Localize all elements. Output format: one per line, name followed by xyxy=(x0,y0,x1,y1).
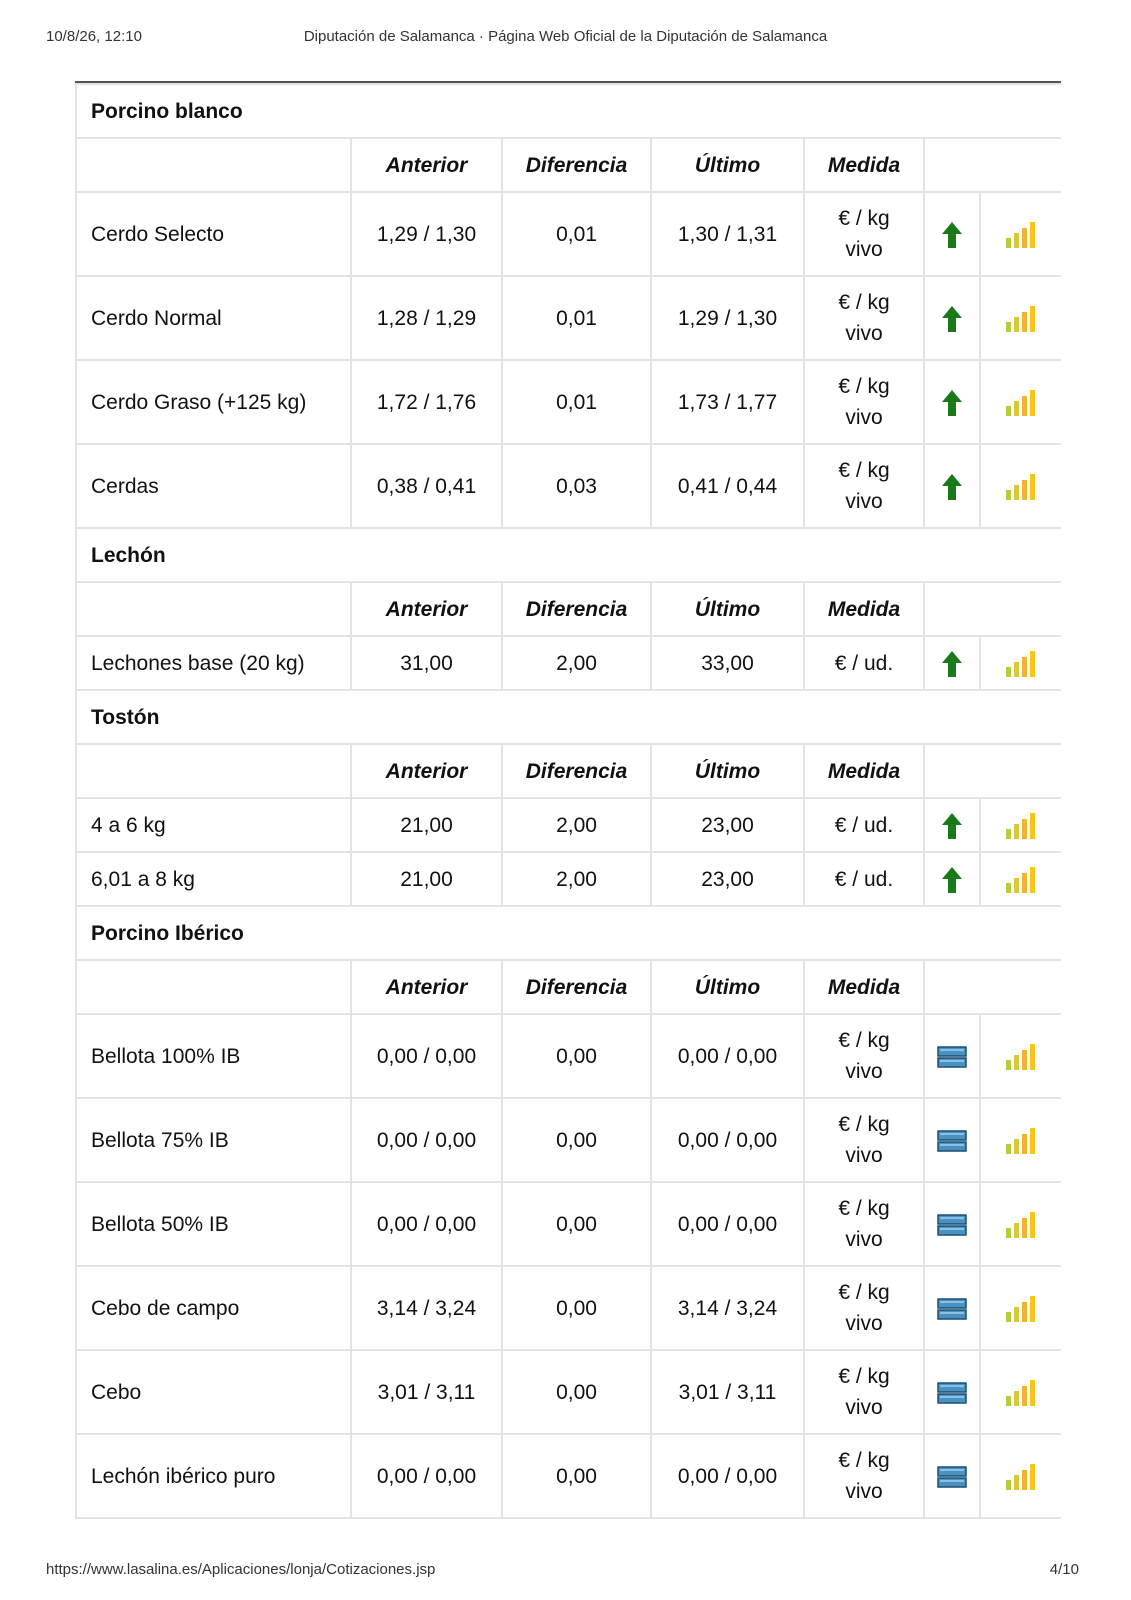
unit-label: € / kg xyxy=(838,375,890,398)
table-row xyxy=(76,1350,1061,1434)
bar-chart-icon[interactable] xyxy=(1005,1379,1037,1407)
column-header-medida: Medida xyxy=(804,138,924,192)
unit-label: € / kg xyxy=(838,1365,890,1388)
column-header-medida: Medida xyxy=(804,744,924,798)
price-difference: 0,03 xyxy=(502,444,651,528)
price-difference: 0,00 xyxy=(502,1182,651,1266)
latest-price: 1,30 / 1,31 xyxy=(651,192,804,276)
column-header-row xyxy=(76,582,1061,636)
column-header-anterior: Anterior xyxy=(351,138,502,192)
previous-price: 1,72 / 1,76 xyxy=(351,360,502,444)
stable-icon xyxy=(937,1297,967,1321)
bar-chart-icon[interactable] xyxy=(1005,1295,1037,1323)
column-header-diferencia: Diferencia xyxy=(502,138,651,192)
latest-price: 0,00 / 0,00 xyxy=(651,1434,804,1518)
price-difference: 0,00 xyxy=(502,1350,651,1434)
column-header-empty xyxy=(924,744,1061,798)
latest-price: 23,00 xyxy=(651,798,804,852)
previous-price: 0,38 / 0,41 xyxy=(351,444,502,528)
unit-cell xyxy=(804,852,924,906)
section-title: Tostón xyxy=(76,690,1061,744)
chart-cell[interactable] xyxy=(980,360,1061,444)
latest-price: 33,00 xyxy=(651,636,804,690)
price-difference: 0,00 xyxy=(502,1266,651,1350)
unit-cell xyxy=(804,1014,924,1098)
stable-icon xyxy=(937,1381,967,1405)
table-row xyxy=(76,444,1061,528)
column-header-empty xyxy=(76,744,351,798)
up-arrow-icon xyxy=(941,389,963,417)
unit-label: € / kg xyxy=(838,1281,890,1304)
unit-label: € / kg xyxy=(838,207,890,230)
column-header-empty xyxy=(924,960,1061,1014)
trend-cell xyxy=(924,1266,980,1350)
section-header xyxy=(76,528,1061,582)
unit-label: € / ud. xyxy=(834,813,894,837)
trend-cell xyxy=(924,360,980,444)
up-arrow-icon xyxy=(941,305,963,333)
unit-cell xyxy=(804,1098,924,1182)
bar-chart-icon[interactable] xyxy=(1005,866,1037,894)
up-arrow-icon xyxy=(941,221,963,249)
section-title: Lechón xyxy=(76,528,1061,582)
unit-cell xyxy=(804,1266,924,1350)
column-header-row xyxy=(76,744,1061,798)
column-header-ultimo: Último xyxy=(651,582,804,636)
bar-chart-icon[interactable] xyxy=(1005,1463,1037,1491)
unit-sublabel: vivo xyxy=(845,238,883,261)
trend-cell xyxy=(924,1098,980,1182)
trend-cell xyxy=(924,1350,980,1434)
chart-cell[interactable] xyxy=(980,1350,1061,1434)
column-header-empty xyxy=(924,138,1061,192)
up-arrow-icon xyxy=(941,812,963,840)
column-header-ultimo: Último xyxy=(651,138,804,192)
column-header-anterior: Anterior xyxy=(351,582,502,636)
unit-sublabel: vivo xyxy=(845,322,883,345)
chart-cell[interactable] xyxy=(980,192,1061,276)
column-header-empty xyxy=(76,582,351,636)
latest-price: 0,41 / 0,44 xyxy=(651,444,804,528)
price-difference: 0,00 xyxy=(502,1014,651,1098)
table-row xyxy=(76,1098,1061,1182)
section-header xyxy=(76,84,1061,138)
unit-label: € / kg xyxy=(838,1113,890,1136)
unit-cell xyxy=(804,444,924,528)
print-url: https://www.lasalina.es/Aplicaciones/lonja/Cotizaciones.jsp xyxy=(46,1561,436,1578)
price-difference: 2,00 xyxy=(502,798,651,852)
unit-label: € / kg xyxy=(838,1029,890,1052)
bar-chart-icon[interactable] xyxy=(1005,1043,1037,1071)
unit-cell xyxy=(804,1182,924,1266)
product-name: Bellota 100% IB xyxy=(76,1014,351,1098)
table-row xyxy=(76,276,1061,360)
trend-cell xyxy=(924,1014,980,1098)
table-row xyxy=(76,1434,1061,1518)
column-header-empty xyxy=(76,960,351,1014)
table-row xyxy=(76,636,1061,690)
bar-chart-icon[interactable] xyxy=(1005,473,1037,501)
previous-price: 31,00 xyxy=(351,636,502,690)
previous-price: 21,00 xyxy=(351,798,502,852)
column-header-anterior: Anterior xyxy=(351,960,502,1014)
bar-chart-icon[interactable] xyxy=(1005,305,1037,333)
column-header-medida: Medida xyxy=(804,960,924,1014)
trend-cell xyxy=(924,1434,980,1518)
column-header-row xyxy=(76,960,1061,1014)
print-datetime: 10/8/26, 12:10 xyxy=(46,28,142,45)
unit-label: € / ud. xyxy=(834,651,894,675)
column-header-anterior: Anterior xyxy=(351,744,502,798)
stable-icon xyxy=(937,1045,967,1069)
section-title: Porcino blanco xyxy=(76,84,1061,138)
chart-cell[interactable] xyxy=(980,1266,1061,1350)
unit-cell xyxy=(804,192,924,276)
chart-cell[interactable] xyxy=(980,852,1061,906)
chart-cell[interactable] xyxy=(980,1014,1061,1098)
stable-icon xyxy=(937,1213,967,1237)
previous-price: 0,00 / 0,00 xyxy=(351,1182,502,1266)
price-difference: 0,01 xyxy=(502,192,651,276)
product-name: Cerdo Selecto xyxy=(76,192,351,276)
chart-cell[interactable] xyxy=(980,1434,1061,1518)
product-name: Bellota 75% IB xyxy=(76,1098,351,1182)
table-row xyxy=(76,192,1061,276)
trend-cell xyxy=(924,852,980,906)
product-name: Cebo xyxy=(76,1350,351,1434)
section-header xyxy=(76,906,1061,960)
trend-cell xyxy=(924,1182,980,1266)
chart-cell[interactable] xyxy=(980,1182,1061,1266)
previous-price: 0,00 / 0,00 xyxy=(351,1434,502,1518)
price-difference: 0,01 xyxy=(502,276,651,360)
previous-price: 21,00 xyxy=(351,852,502,906)
page-number: 4/10 xyxy=(1049,1561,1079,1578)
previous-price: 1,29 / 1,30 xyxy=(351,192,502,276)
unit-sublabel: vivo xyxy=(845,1396,883,1419)
unit-cell xyxy=(804,360,924,444)
up-arrow-icon xyxy=(941,650,963,678)
bar-chart-icon[interactable] xyxy=(1005,812,1037,840)
table-row xyxy=(76,1182,1061,1266)
column-header-diferencia: Diferencia xyxy=(502,744,651,798)
previous-price: 1,28 / 1,29 xyxy=(351,276,502,360)
unit-sublabel: vivo xyxy=(845,1312,883,1335)
unit-cell xyxy=(804,798,924,852)
trend-cell xyxy=(924,192,980,276)
column-header-diferencia: Diferencia xyxy=(502,960,651,1014)
product-name: Cerdas xyxy=(76,444,351,528)
table-row xyxy=(76,1266,1061,1350)
bar-chart-icon[interactable] xyxy=(1005,1127,1037,1155)
chart-cell[interactable] xyxy=(980,1098,1061,1182)
column-header-medida: Medida xyxy=(804,582,924,636)
latest-price: 0,00 / 0,00 xyxy=(651,1098,804,1182)
up-arrow-icon xyxy=(941,473,963,501)
column-header-row xyxy=(76,138,1061,192)
latest-price: 1,29 / 1,30 xyxy=(651,276,804,360)
unit-label: € / kg xyxy=(838,459,890,482)
prices-sheet xyxy=(75,83,1061,1543)
price-difference: 2,00 xyxy=(502,636,651,690)
bar-chart-icon[interactable] xyxy=(1005,221,1037,249)
section-header xyxy=(76,690,1061,744)
unit-cell xyxy=(804,1350,924,1434)
column-header-ultimo: Último xyxy=(651,960,804,1014)
previous-price: 3,01 / 3,11 xyxy=(351,1350,502,1434)
unit-sublabel: vivo xyxy=(845,1480,883,1503)
price-difference: 0,00 xyxy=(502,1098,651,1182)
unit-sublabel: vivo xyxy=(845,406,883,429)
previous-price: 0,00 / 0,00 xyxy=(351,1098,502,1182)
product-name: 4 a 6 kg xyxy=(76,798,351,852)
bar-chart-icon[interactable] xyxy=(1005,1211,1037,1239)
unit-label: € / ud. xyxy=(834,867,894,891)
trend-cell xyxy=(924,636,980,690)
unit-label: € / kg xyxy=(838,1197,890,1220)
product-name: Cebo de campo xyxy=(76,1266,351,1350)
latest-price: 0,00 / 0,00 xyxy=(651,1014,804,1098)
column-header-ultimo: Último xyxy=(651,744,804,798)
unit-cell xyxy=(804,636,924,690)
previous-price: 3,14 / 3,24 xyxy=(351,1266,502,1350)
stable-icon xyxy=(937,1465,967,1489)
product-name: Bellota 50% IB xyxy=(76,1182,351,1266)
product-name: Cerdo Graso (+125 kg) xyxy=(76,360,351,444)
prices-table xyxy=(75,83,1061,1519)
unit-cell xyxy=(804,276,924,360)
latest-price: 0,00 / 0,00 xyxy=(651,1182,804,1266)
up-arrow-icon xyxy=(941,866,963,894)
product-name: Cerdo Normal xyxy=(76,276,351,360)
unit-label: € / kg xyxy=(838,291,890,314)
product-name: 6,01 a 8 kg xyxy=(76,852,351,906)
table-row xyxy=(76,1014,1061,1098)
unit-sublabel: vivo xyxy=(845,1228,883,1251)
chart-cell[interactable] xyxy=(980,276,1061,360)
unit-sublabel: vivo xyxy=(845,1144,883,1167)
unit-cell xyxy=(804,1434,924,1518)
column-header-empty xyxy=(76,138,351,192)
unit-label: € / kg xyxy=(838,1449,890,1472)
latest-price: 3,14 / 3,24 xyxy=(651,1266,804,1350)
unit-sublabel: vivo xyxy=(845,1060,883,1083)
previous-price: 0,00 / 0,00 xyxy=(351,1014,502,1098)
latest-price: 23,00 xyxy=(651,852,804,906)
trend-cell xyxy=(924,444,980,528)
table-row xyxy=(76,360,1061,444)
bar-chart-icon[interactable] xyxy=(1005,389,1037,417)
stable-icon xyxy=(937,1129,967,1153)
chart-cell[interactable] xyxy=(980,798,1061,852)
latest-price: 1,73 / 1,77 xyxy=(651,360,804,444)
table-row xyxy=(76,852,1061,906)
trend-cell xyxy=(924,798,980,852)
product-name: Lechones base (20 kg) xyxy=(76,636,351,690)
chart-cell[interactable] xyxy=(980,636,1061,690)
table-row xyxy=(76,798,1061,852)
chart-cell[interactable] xyxy=(980,444,1061,528)
print-page-title: Diputación de Salamanca · Página Web Oficial de la Diputación de Salamanca xyxy=(303,28,828,45)
trend-cell xyxy=(924,276,980,360)
price-difference: 0,01 xyxy=(502,360,651,444)
price-difference: 2,00 xyxy=(502,852,651,906)
column-header-empty xyxy=(924,582,1061,636)
unit-sublabel: vivo xyxy=(845,490,883,513)
price-difference: 0,00 xyxy=(502,1434,651,1518)
latest-price: 3,01 / 3,11 xyxy=(651,1350,804,1434)
bar-chart-icon[interactable] xyxy=(1005,650,1037,678)
column-header-diferencia: Diferencia xyxy=(502,582,651,636)
section-title: Porcino Ibérico xyxy=(76,906,1061,960)
product-name: Lechón ibérico puro xyxy=(76,1434,351,1518)
